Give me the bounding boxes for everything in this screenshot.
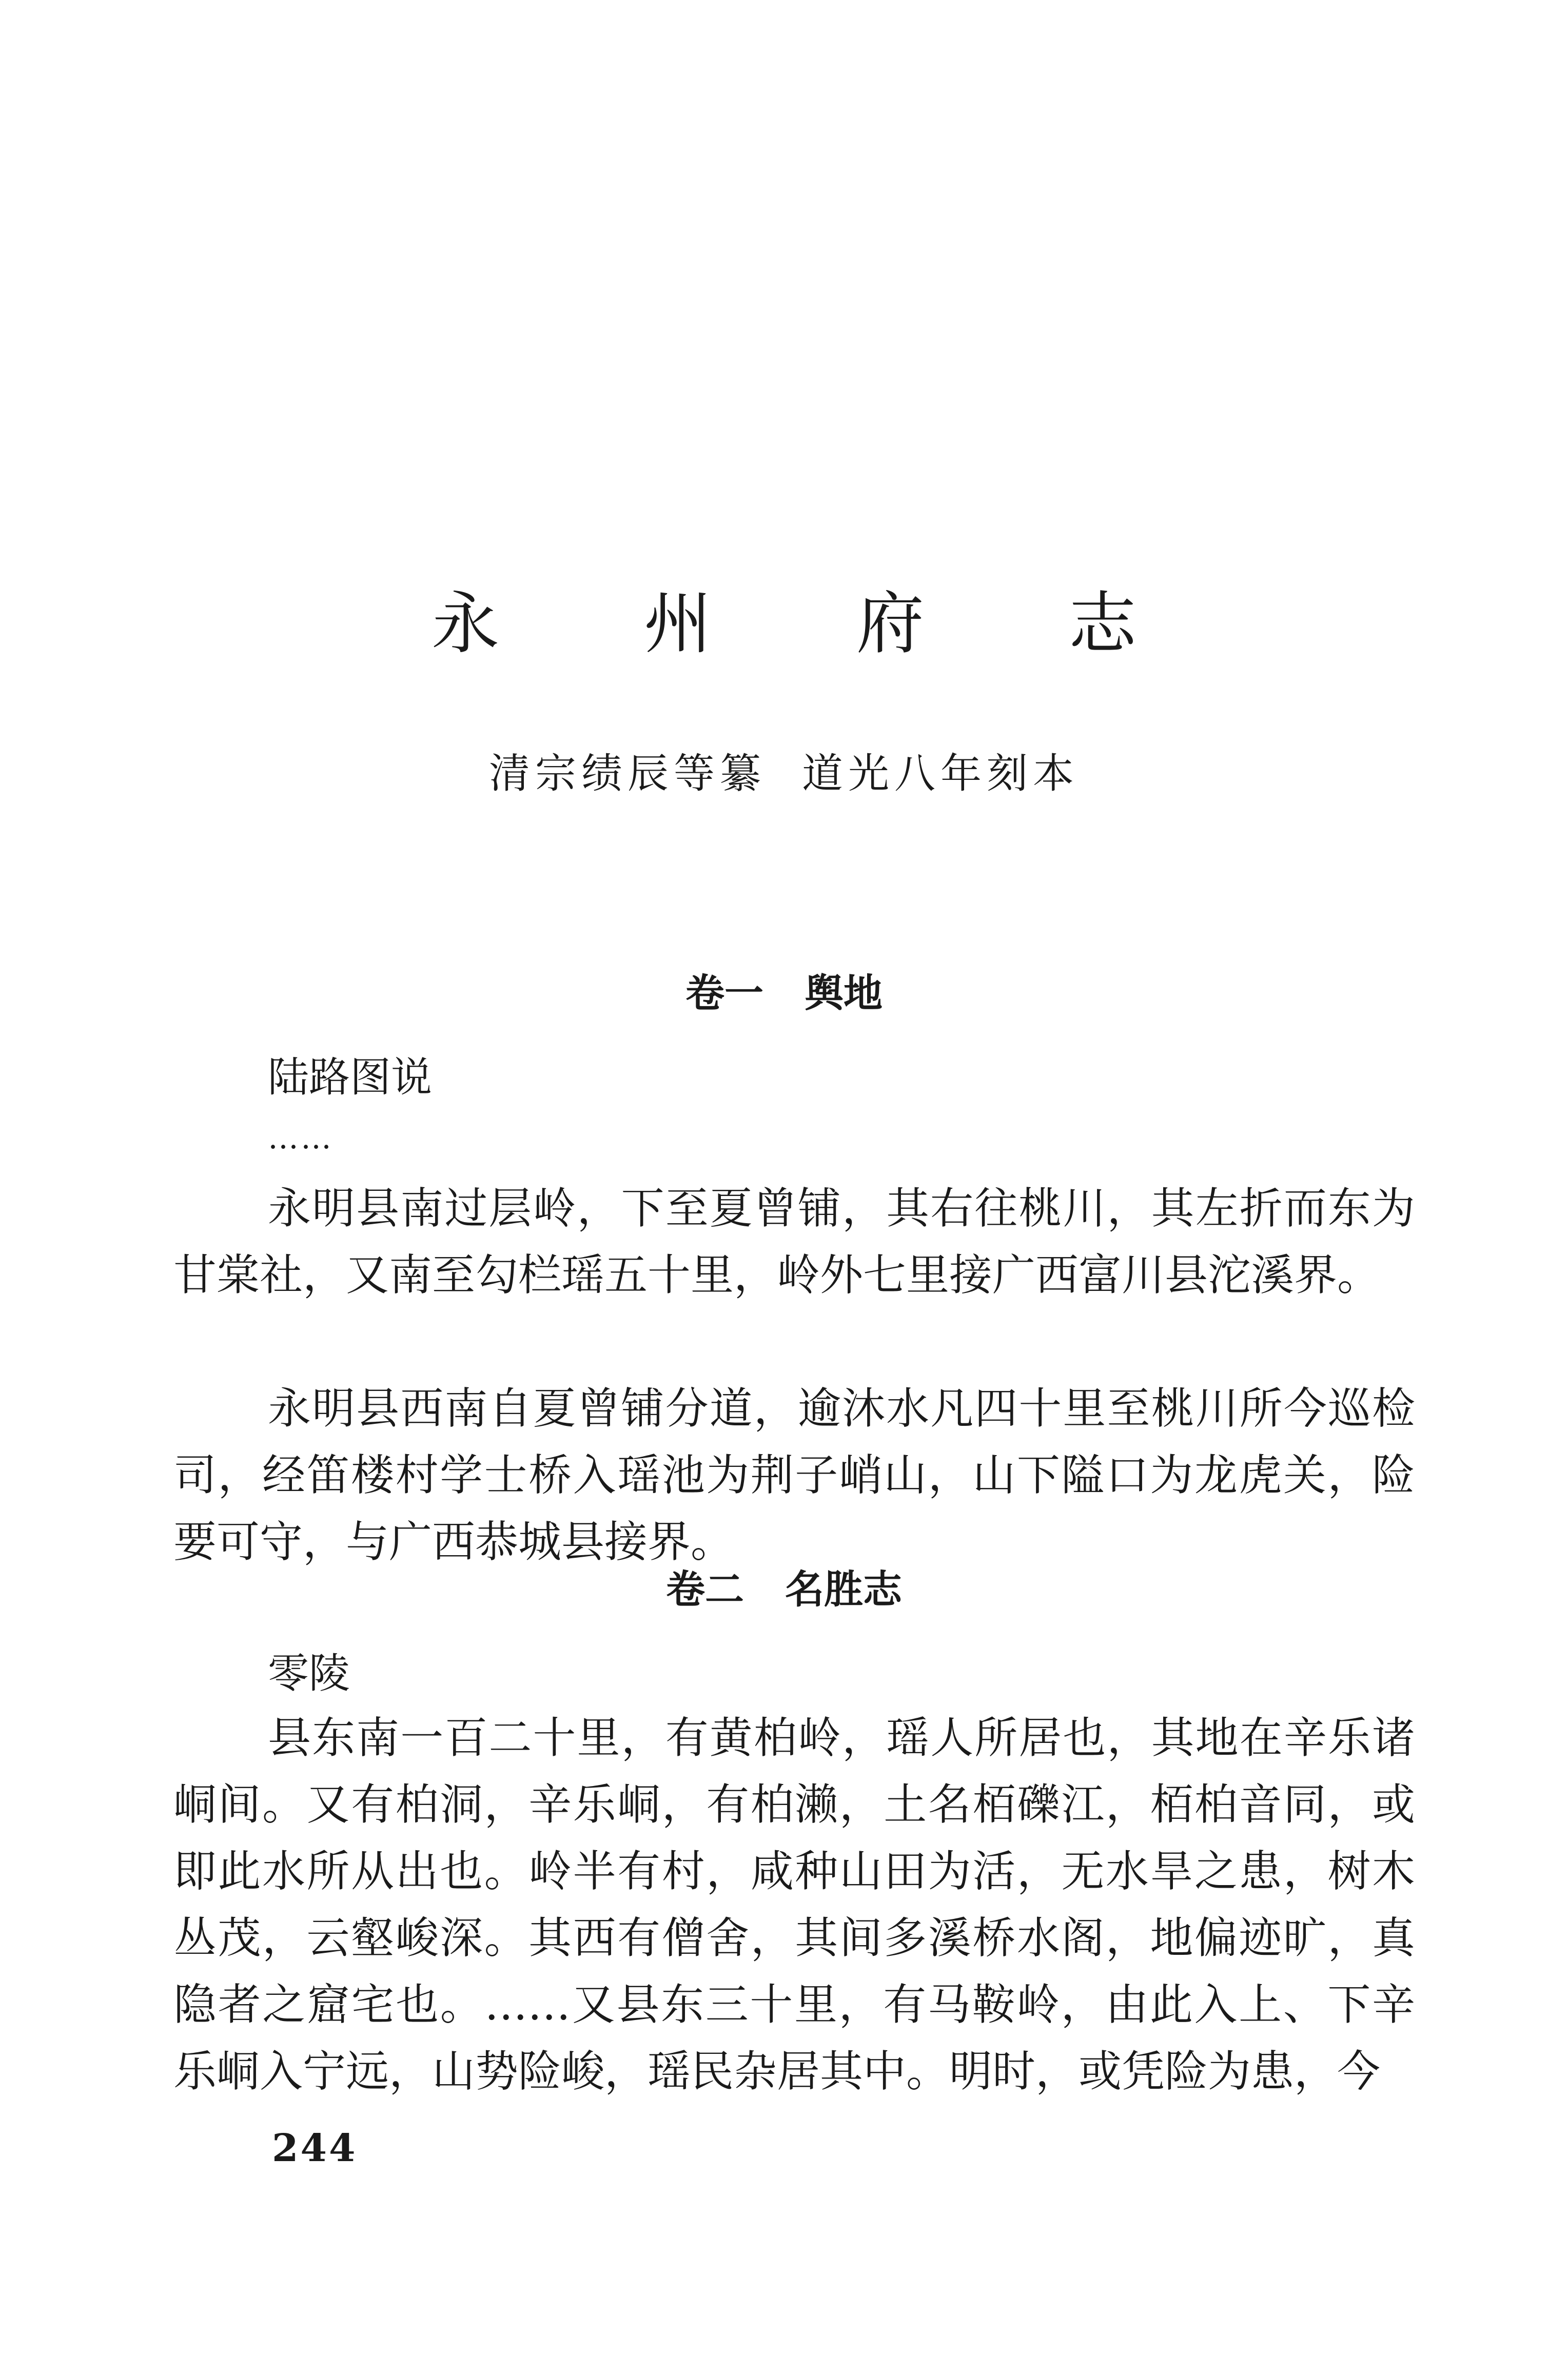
compiler-credit: 清宗绩辰等纂 [489, 750, 766, 797]
paragraph: 县东南一百二十里，有黄柏岭，瑶人所居也，其地在辛乐诸峒间。又有柏洞，辛乐峒，有柏濑，土名栢礫江，栢柏音同，或即此水所从出也。岭半有村，咸种山田为活，无水旱之患，树木丛茂，云壑峻深。其西有僧舍，其间多溪桥水阁，地偏迹旷，真隐者之窟宅也。……又县东三十里，有马鞍岭，由此入上、下辛乐峒入宁远，山势险峻，瑶民杂居其中。明时，或凭险为患，今 [173, 1713, 1415, 2096]
chapter-number: 卷一 [685, 970, 763, 1016]
section-heading: 陆路图说 [268, 1053, 432, 1101]
chapter-name: 名胜志 [785, 1566, 902, 1612]
chapter-number: 卷二 [666, 1566, 744, 1612]
edition-note: 道光八年刻本 [802, 750, 1079, 797]
page-number: 244 [272, 2126, 358, 2170]
chapter-name: 舆地 [805, 970, 883, 1016]
book-title: 永 州 府 志 [432, 584, 1198, 663]
paragraph: 永明县西南自夏曾铺分道，逾沐水凡四十里至桃川所今巡检司，经笛楼村学士桥入瑶池为荆子峭山，山下隘口为龙虎关，险要可守，与广西恭城县接界。 [173, 1383, 1415, 1567]
omission-mark: …… [268, 1120, 334, 1156]
chapter-heading [0, 970, 1568, 1016]
book-subtitle [0, 750, 1568, 797]
chapter-heading [0, 1566, 1568, 1612]
section-heading: 零陵 [268, 1650, 350, 1697]
paragraph: 永明县南过层岭，下至夏曾铺，其右往桃川，其左折而东为甘棠社，又南至勾栏瑶五十里，岭外七里接广西富川县沱溪界。 [173, 1183, 1415, 1300]
